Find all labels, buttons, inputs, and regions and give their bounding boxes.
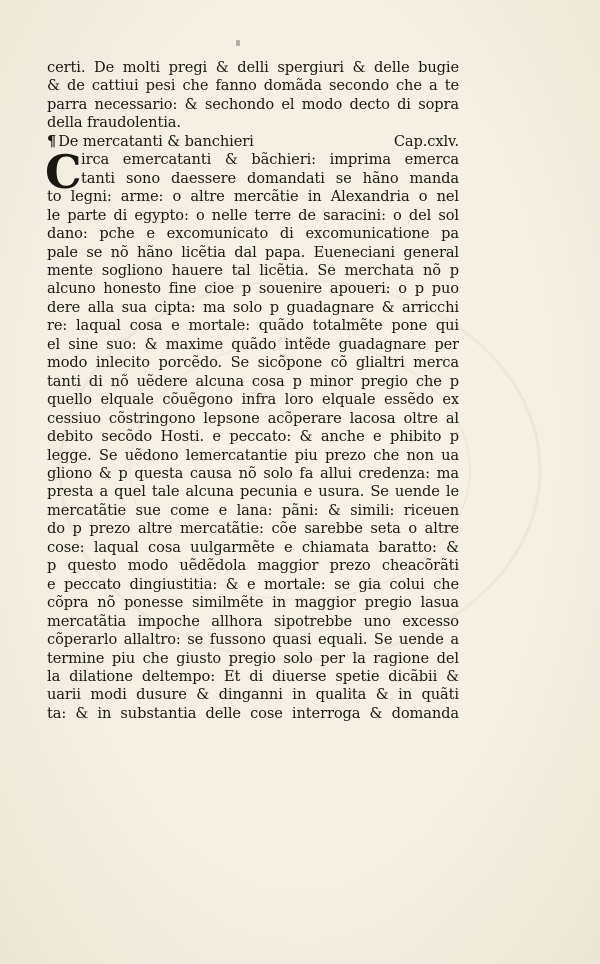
- body-line: la dilatione deltempo: Et di diuerse spetie dicãbii &: [47, 667, 459, 685]
- text-column: [47, 59, 459, 723]
- chapter-heading: De mercatanti & banchieri: [58, 132, 254, 150]
- body-line: el sine suo: & maxime quãdo intẽde guadagnare per: [47, 335, 459, 353]
- paper-blemish: [236, 40, 240, 46]
- body-line: quello elquale cõuẽgono infra loro elquale essẽdo ex: [47, 391, 459, 409]
- drop-cap-initial: C: [45, 145, 82, 200]
- dropcap-line: irca emercatanti & bãchieri: imprima emerca: [81, 151, 459, 169]
- body-line: dano: pche e excomunicato di excomunicatione pa: [47, 225, 459, 243]
- body-line: mercatãtie sue come e lana: pãni: & simili: riceuen: [47, 501, 459, 519]
- intro-paragraph: [47, 59, 459, 133]
- body-line: termine piu che giusto pregio solo per la ragione del: [47, 649, 459, 667]
- body-line: modo inlecito porcẽdo. Se sicõpone cõ glialtri merca: [47, 354, 459, 372]
- body-line: dere alla sua cipta: ma solo p guadagnare & arricchi: [47, 298, 459, 316]
- body-line: mente sogliono hauere tal licẽtia. Se merchata nõ p: [47, 261, 459, 279]
- dropcap-line: tanti sono daessere domandati se hãno manda: [81, 169, 459, 187]
- body-line: e peccato dingiustitia: & e mortale: se gia colui che: [47, 575, 459, 593]
- body-line: p questo modo uẽdẽdola maggior prezo cheacõrãti: [47, 557, 459, 575]
- intro-line: & de cattiui pesi che fanno domãda secondo che a te: [47, 77, 459, 95]
- body-line: cessiuo cõstringono lepsone acõperare lacosa oltre al: [47, 409, 459, 427]
- body-line: pale se nõ hãno licẽtia dal papa. Eueneciani general: [47, 243, 459, 261]
- body-line: presta a quel tale alcuna pecunia e usura. Se uende le: [47, 483, 459, 501]
- intro-line: parra necessario: & sechondo el modo decto di sopra: [47, 95, 459, 113]
- body-paragraph: [47, 188, 459, 723]
- body-line: uarii modi dusure & dinganni in qualita & in quãti: [47, 686, 459, 704]
- intro-line: della fraudolentia.: [47, 114, 181, 132]
- intro-line: certi. De molti pregi & delli spergiuri & delle bugie: [47, 59, 459, 76]
- body-line: alcuno honesto fine cioe p souenire apoueri: o p puo: [47, 280, 459, 298]
- body-line: do p prezo altre mercatãtie: cõe sarebbe seta o altre: [47, 520, 459, 538]
- body-line: debito secõdo Hosti. e peccato: & anche e phibito p: [47, 428, 459, 446]
- body-line: to legni: arme: o altre mercãtie in Alexandria o nel: [47, 188, 459, 206]
- body-line: legge. Se uẽdono lemercatantie piu prezo che non ua: [47, 446, 459, 464]
- body-line: cõperarlo allaltro: se fussono quasi equali. Se uende a: [47, 631, 459, 649]
- chapter-heading-line: [47, 133, 459, 151]
- body-line: ta: & in substantia delle cose interroga & domanda: [47, 704, 459, 722]
- body-line: gliono & p questa causa nõ solo fa allui credenza: ma: [47, 464, 459, 482]
- body-line: re: laqual cosa e mortale: quãdo totalmẽte pone qui: [47, 317, 459, 335]
- pilcrow-icon: ¶: [47, 132, 57, 150]
- body-line: cose: laqual cosa uulgarmẽte e chiamata baratto: &: [47, 538, 459, 556]
- body-line: mercatãtia impoche allhora sipotrebbe uno excesso: [47, 612, 459, 630]
- body-line: cõpra nõ ponesse similmẽte in maggior pregio lasua: [47, 594, 459, 612]
- body-line: tanti di nõ uẽdere alcuna cosa p minor pregio che p: [47, 372, 459, 390]
- chapter-number: Cap.cxlv.: [393, 132, 459, 150]
- body-line: le parte di egypto: o nelle terre de saracini: o del sol: [47, 206, 459, 224]
